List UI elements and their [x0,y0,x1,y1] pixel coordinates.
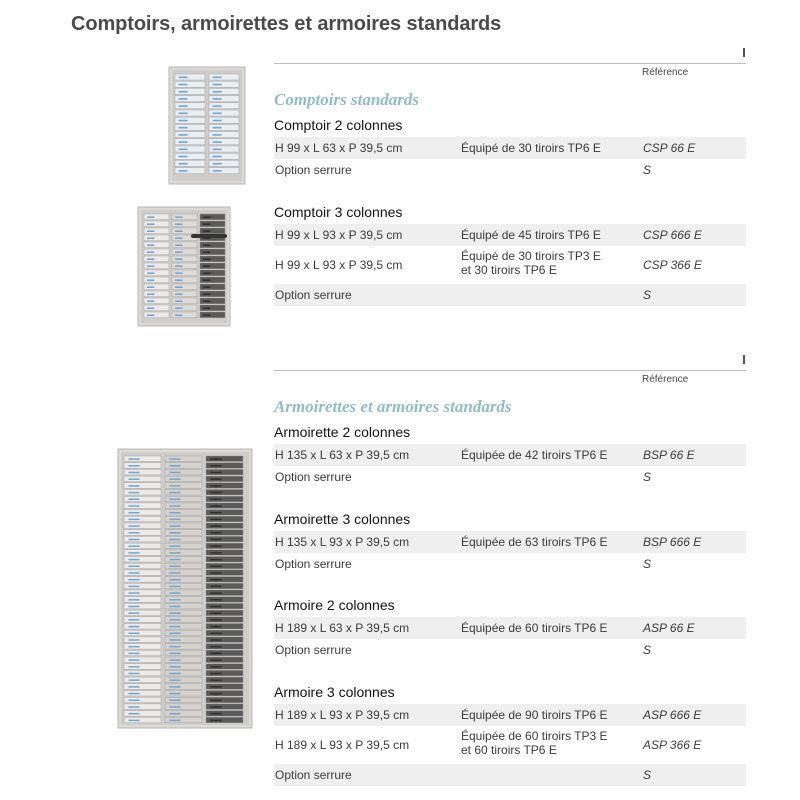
drawer-label [128,512,139,513]
drawer-label [210,566,221,567]
drawer-label [210,673,221,674]
drawer-label [169,646,180,647]
drawer-label [213,141,222,143]
drawer-label [128,586,139,587]
product-name: Comptoir 3 colonnes [274,204,403,220]
drawer-label [169,478,180,479]
drawer-label [175,244,183,246]
drawer-label [203,314,211,316]
category-title: Comptoirs standards [274,90,420,109]
drawer-label [128,539,139,540]
drawer-label [175,230,183,232]
drawer-label [147,293,155,295]
drawer-label [213,149,222,151]
drawer-label [210,465,221,466]
drawer-label [203,265,211,267]
equipment [461,729,608,757]
drawer-label [213,84,222,86]
drawer-label [210,619,221,620]
dimensions: H 135 x L 93 x P 39,5 cm [275,535,410,549]
product-name: Armoire 2 colonnes [274,597,395,613]
drawer-label [128,566,139,567]
drawer-label [210,492,221,493]
drawer-label [128,606,139,607]
dimensions: H 99 x L 63 x P 39,5 cm [275,141,403,155]
drawer-label [203,272,211,274]
dimensions: H 99 x L 93 x P 39,5 cm [275,228,403,242]
drawer-label [169,512,180,513]
drawer-label [169,619,180,620]
reference-code: ASP 366 E [643,738,702,752]
drawer-label [169,693,180,694]
reference-code: ASP 66 E [643,621,695,635]
drawer-label [128,713,139,714]
drawer-label [175,293,183,295]
drawer-label [179,141,188,143]
drawer-label [169,679,180,680]
drawer-label [213,91,222,93]
spec-row [274,246,746,284]
option-label: Option serrure [275,643,352,657]
option-row [274,553,746,575]
drawer-label [128,666,139,667]
drawer-label [179,77,188,79]
drawer-label [203,293,211,295]
divider [274,370,746,371]
drawer-label [210,539,221,540]
drawer-label [210,532,221,533]
drawer-label [175,223,183,225]
drawer-label [128,686,139,687]
drawer-label [175,216,183,218]
drawer-label [203,230,211,232]
option-row [274,764,746,786]
drawer-label [203,300,211,302]
drawer-label [128,458,139,459]
section-marker [743,48,745,57]
drawer-label [169,499,180,500]
drawer-label [169,700,180,701]
dimensions: H 189 x L 93 x P 39,5 cm [275,708,410,722]
option-label: Option serrure [275,557,352,571]
armoire-3-colonnes-image [117,448,253,730]
equipment-line-2: et 30 tiroirs TP6 E [461,263,557,277]
drawer-label [210,485,221,486]
option-label: Option serrure [275,768,352,782]
drawer-label [128,519,139,520]
drawer-label [210,545,221,546]
drawer-label [210,458,221,459]
drawer-label [203,244,211,246]
drawer-label [210,706,221,707]
reference-code: S [643,288,652,302]
dimensions: H 189 x L 93 x P 39,5 cm [275,738,410,752]
drawer-label [203,286,211,288]
equipment: Équipée de 90 tiroirs TP6 E [461,708,608,722]
drawer-label [210,646,221,647]
drawer-label [147,244,155,246]
drawer-label [179,113,188,115]
drawer-label [210,512,221,513]
drawer-label [128,572,139,573]
drawer-label [169,633,180,634]
drawer-label [175,307,183,309]
drawer-label [169,713,180,714]
drawer-label [169,720,180,721]
drawer-label [169,653,180,654]
drawer-label [169,566,180,567]
drawer-label [169,686,180,687]
drawer-label [147,286,155,288]
drawer-label [179,84,188,86]
drawer-label [179,105,188,107]
drawer-label [175,279,183,281]
drawer-label [213,134,222,136]
drawer-label [147,300,155,302]
option-row [274,639,746,661]
drawer-label [210,586,221,587]
drawer-label [128,472,139,473]
drawer-label [203,258,211,260]
drawer-label [175,237,183,239]
drawer-label [210,633,221,634]
drawer-label [128,612,139,613]
drawer-label [169,592,180,593]
drawer-label [169,458,180,459]
reference-code: S [643,470,652,484]
drawer-label [128,599,139,600]
drawer-label [128,559,139,560]
drawer-label [128,579,139,580]
drawer-label [128,700,139,701]
drawer-label [128,720,139,721]
equipment: Équipé de 45 tiroirs TP6 E [461,228,601,242]
drawer-label [179,156,188,158]
drawer-label [179,127,188,129]
drawer-label [128,505,139,506]
drawer-label [210,679,221,680]
reference-code: CSP 666 E [643,228,702,242]
drawer-label [147,272,155,274]
drawer-label [213,156,222,158]
drawer-label [147,279,155,281]
reference-code: ASP 666 E [643,708,702,722]
dimensions: H 135 x L 63 x P 39,5 cm [275,448,410,462]
reference-code: BSP 666 E [643,535,702,549]
drawer-label [128,659,139,660]
drawer-label [128,679,139,680]
drawer-label [210,478,221,479]
drawer-label [128,646,139,647]
drawer-label [169,545,180,546]
spec-row [274,704,746,726]
option-row [274,466,746,488]
drawer-label [169,532,180,533]
product-name: Armoirette 3 colonnes [274,511,411,527]
drawer-label [203,216,211,218]
reference-code: S [643,768,652,782]
drawer-label [128,639,139,640]
drawer-label [147,230,155,232]
drawer-label [210,579,221,580]
drawer-label [213,77,222,79]
reference-code: S [643,163,652,177]
drawer-label [128,592,139,593]
spec-row [274,617,746,639]
drawer-label [210,606,221,607]
drawer-label [179,91,188,93]
drawer-label [210,666,221,667]
drawer-label [210,559,221,560]
drawer-label [147,223,155,225]
option-row [274,159,746,181]
drawer-label [128,465,139,466]
drawer-label [210,612,221,613]
drawer-label [210,639,221,640]
drawer-label [169,586,180,587]
drawer-label [169,505,180,506]
reference-header: Référence [642,67,689,78]
drawer-label [128,532,139,533]
drawer-label [169,639,180,640]
drawer-label [179,149,188,151]
drawer-label [210,499,221,500]
drawer-label [213,120,222,122]
drawer-label [169,666,180,667]
option-row [274,284,746,306]
drawer-label [179,170,188,172]
drawer-label [210,700,221,701]
equipment-line-1: Équipé de 30 tiroirs TP3 E [461,249,601,263]
drawer-label [203,279,211,281]
drawer-label [210,472,221,473]
divider [274,63,746,64]
spec-row [274,224,746,246]
drawer-label [179,98,188,100]
drawer-label [179,134,188,136]
drawer-label [147,251,155,253]
reference-code: S [643,643,652,657]
drawer-label [128,706,139,707]
drawer-label [203,307,211,309]
drawer-label [169,465,180,466]
drawer-label [169,519,180,520]
equipment: Équipé de 30 tiroirs TP6 E [461,141,601,155]
option-label: Option serrure [275,163,352,177]
equipment: Équipée de 60 tiroirs TP6 E [461,621,608,635]
reference-code: BSP 66 E [643,448,695,462]
drawer-label [169,706,180,707]
drawer-label [128,499,139,500]
drawer-label [169,539,180,540]
drawer-label [179,120,188,122]
drawer-label [210,505,221,506]
drawer-label [128,485,139,486]
drawer-label [169,673,180,674]
drawer-label [210,572,221,573]
drawer-label [213,105,222,107]
drawer-label [169,612,180,613]
drawer-label [175,300,183,302]
drawer-label [175,286,183,288]
option-label: Option serrure [275,288,352,302]
equipment-line-1: Équipée de 60 tiroirs TP3 E [461,729,608,743]
section-marker [743,355,745,364]
drawer-label [128,619,139,620]
drawer-label [203,251,211,253]
reference-header: Référence [642,374,689,385]
drawer-label [128,552,139,553]
drawer-label [169,485,180,486]
drawer-label [128,492,139,493]
product-name: Comptoir 2 colonnes [274,117,403,133]
equipment [461,249,601,277]
drawer-label [169,659,180,660]
drawer-label [213,113,222,115]
drawer-label [147,258,155,260]
drawer-label [147,237,155,239]
drawer-label [169,525,180,526]
dimensions: H 189 x L 63 x P 39,5 cm [275,621,410,635]
drawer-label [128,693,139,694]
drawer-label [128,545,139,546]
drawer-label [213,98,222,100]
drawer-label [210,525,221,526]
drawer-label [210,626,221,627]
section-armoires [274,355,746,795]
drawer-label [203,223,211,225]
spec-row [274,531,746,553]
comptoir-3-colonnes-image [137,206,231,328]
drawer-label [128,626,139,627]
reference-code: S [643,557,652,571]
drawer-label [169,606,180,607]
drawer-label [210,653,221,654]
drawer-label [175,314,183,316]
drawer-label [128,525,139,526]
product-name: Armoire 3 colonnes [274,684,395,700]
spec-row [274,726,746,764]
drawer-label [179,163,188,165]
drawer-label [147,307,155,309]
spec-row [274,444,746,466]
drawer-label [169,552,180,553]
drawer-label [147,265,155,267]
drawer-label [175,258,183,260]
drawer-label [210,686,221,687]
drawer-label [169,572,180,573]
drawer-label [210,693,221,694]
drawer-label [210,713,221,714]
drawer-label [210,552,221,553]
drawer-label [169,626,180,627]
drawer-label [175,272,183,274]
drawer-label [169,559,180,560]
reference-code: CSP 366 E [643,258,702,272]
reference-code: CSP 66 E [643,141,696,155]
equipment: Équipée de 63 tiroirs TP6 E [461,535,608,549]
drawer-label [210,659,221,660]
drawer-label [175,251,183,253]
drawer-label [169,579,180,580]
dimensions: H 99 x L 93 x P 39,5 cm [275,258,403,272]
drawer-label [213,127,222,129]
drawer-label [147,216,155,218]
section-comptoirs [274,48,746,308]
drawer-label [210,599,221,600]
drawer-label [147,314,155,316]
page-title: Comptoirs, armoirettes et armoires standards [71,13,502,35]
drawer-label [169,492,180,493]
drawer-label [128,653,139,654]
drawer-label [128,673,139,674]
product-name: Armoirette 2 colonnes [274,424,411,440]
drawer-label [213,170,222,172]
equipment: Équipée de 42 tiroirs TP6 E [461,448,608,462]
drawer-label [128,633,139,634]
drawer-label [210,720,221,721]
drawer-label [210,519,221,520]
drawer-label [128,478,139,479]
drawer-label [175,265,183,267]
spec-row [274,137,746,159]
equipment-line-2: et 60 tiroirs TP6 E [461,743,557,757]
drawer-label [169,472,180,473]
drawer-label [210,592,221,593]
option-label: Option serrure [275,470,352,484]
comptoir-2-colonnes-image [168,66,246,186]
drawer-label [169,599,180,600]
category-title: Armoirettes et armoires standards [274,397,512,416]
drawer-label [213,163,222,165]
